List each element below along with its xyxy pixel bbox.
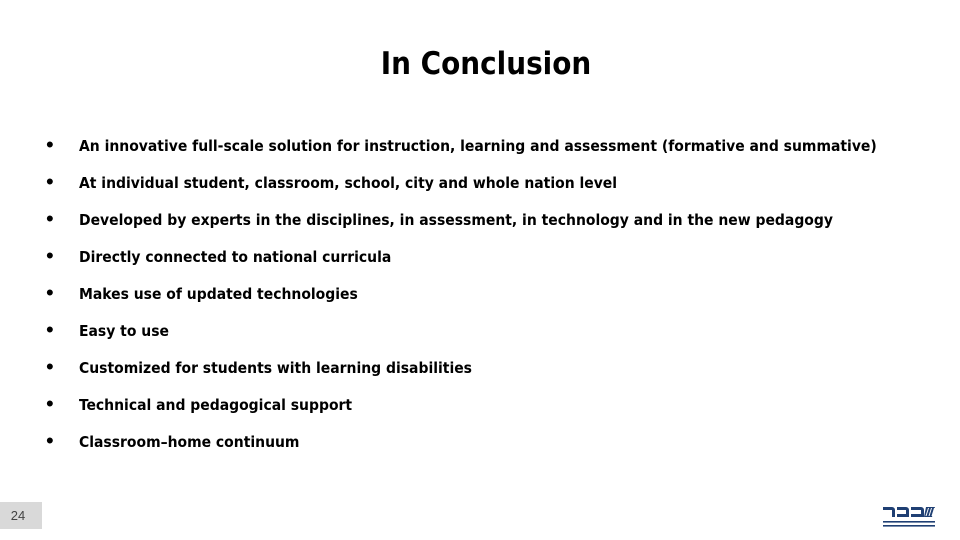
list-item	[0, 350, 960, 386]
bullet-icon: •	[46, 354, 54, 379]
bullet-text: At individual student, classroom, school, city and whole nation level	[79, 174, 618, 192]
list-item	[0, 424, 960, 460]
bullet-text: Classroom–home continuum	[79, 433, 300, 451]
list-item	[0, 313, 960, 349]
bullet-text: Developed by experts in the disciplines, in assessment, in technology and in the new pedagogy	[79, 211, 833, 229]
bullet-text: Directly connected to national curricula	[79, 248, 392, 266]
bullet-text: Customized for students with learning disabilities	[79, 359, 472, 377]
mindcet-logo-icon	[881, 504, 937, 530]
page-number: 24	[10, 508, 26, 523]
bullet-text: Easy to use	[79, 322, 169, 340]
list-item	[0, 276, 960, 312]
list-item	[0, 165, 960, 201]
bullet-icon: •	[46, 206, 54, 231]
bullet-text: Technical and pedagogical support	[79, 396, 353, 414]
list-item	[0, 202, 960, 238]
list-item	[0, 128, 960, 164]
bullet-icon: •	[46, 428, 54, 453]
slide-title: In Conclusion	[380, 46, 592, 82]
bullet-text: An innovative full-scale solution for instruction, learning and assessment (formative and summative)	[79, 137, 877, 155]
bullet-icon: •	[46, 169, 54, 194]
bullet-icon: •	[46, 317, 54, 342]
bullet-icon: •	[46, 391, 54, 416]
bullet-text: Makes use of updated technologies	[79, 285, 358, 303]
list-item	[0, 239, 960, 275]
page-number-box	[0, 502, 42, 529]
bullet-icon: •	[46, 243, 54, 268]
bullet-icon: •	[46, 280, 54, 305]
list-item	[0, 387, 960, 423]
bullet-icon: •	[46, 132, 54, 157]
